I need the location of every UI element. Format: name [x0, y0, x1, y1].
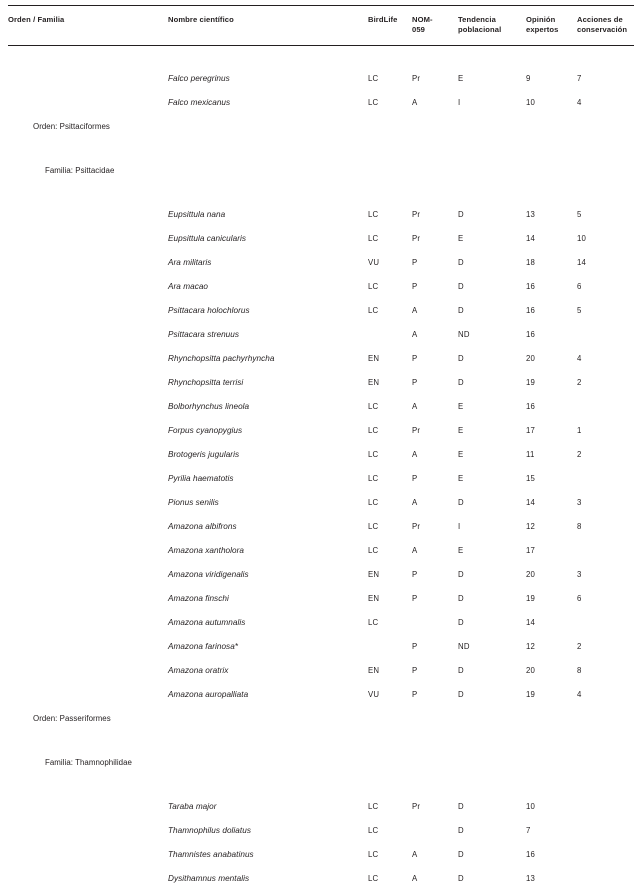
- taxon-family-row: [8, 159, 634, 183]
- species-scientific-name: Amazona oratrix: [168, 665, 229, 675]
- column-header-expert-opinion-line1: Opinión: [526, 15, 556, 24]
- table-body: [8, 46, 634, 891]
- table-spacer-row: [8, 731, 634, 751]
- nom059-status: P: [412, 258, 418, 268]
- table-row: [8, 491, 634, 515]
- column-header-taxon-label: Orden / Familia: [8, 15, 65, 24]
- population-trend: D: [458, 498, 464, 508]
- table-header: [8, 6, 634, 46]
- expert-opinion-count: 16: [526, 402, 536, 412]
- population-trend: ND: [458, 330, 470, 340]
- population-trend: E: [458, 402, 464, 412]
- birdlife-status: LC: [368, 850, 379, 860]
- population-trend: D: [458, 690, 464, 700]
- taxon-cell-empty: [8, 371, 168, 395]
- column-header-conservation-actions-line2: conservación: [577, 25, 628, 35]
- table-row: [8, 91, 634, 115]
- nom059-status: P: [412, 354, 418, 364]
- birdlife-status: VU: [368, 690, 380, 700]
- population-trend: E: [458, 74, 464, 84]
- table-row: [8, 371, 634, 395]
- expert-opinion-count: 19: [526, 594, 536, 604]
- taxon-order-row: [8, 115, 634, 139]
- species-scientific-name: Psittacara strenuus: [168, 329, 240, 339]
- conservation-actions-count: [577, 867, 634, 891]
- expert-opinion-count: 12: [526, 642, 536, 652]
- species-scientific-name: Amazona albifrons: [168, 521, 237, 531]
- population-trend: E: [458, 234, 464, 244]
- table-header-row: [8, 6, 634, 46]
- species-scientific-name: Falco peregrinus: [168, 73, 230, 83]
- taxon-cell-empty: [8, 275, 168, 299]
- birdlife-status: EN: [368, 378, 380, 388]
- taxon-cell-empty: [8, 443, 168, 467]
- table-row: [8, 563, 634, 587]
- birdlife-status: LC: [368, 98, 379, 108]
- conservation-actions-count: 10: [577, 234, 587, 244]
- table-spacer-cell: [8, 775, 634, 795]
- conservation-actions-count: 8: [577, 666, 582, 676]
- birdlife-status: [368, 323, 412, 347]
- nom059-status: A: [412, 498, 418, 508]
- column-header-birdlife-label: BirdLife: [368, 15, 398, 24]
- table-row: [8, 67, 634, 91]
- species-scientific-name: Amazona finschi: [168, 593, 229, 603]
- species-conservation-table: [8, 5, 634, 891]
- population-trend: ND: [458, 642, 470, 652]
- expert-opinion-count: 20: [526, 666, 536, 676]
- species-scientific-name: Forpus cyanopygius: [168, 425, 243, 435]
- table-spacer-cell: [8, 139, 634, 159]
- birdlife-status: VU: [368, 258, 380, 268]
- expert-opinion-count: 15: [526, 474, 536, 484]
- expert-opinion-count: 13: [526, 874, 536, 884]
- table-row: [8, 867, 634, 891]
- taxon-cell-empty: [8, 251, 168, 275]
- taxon-cell-empty: [8, 491, 168, 515]
- taxon-cell-empty: [8, 419, 168, 443]
- expert-opinion-count: 17: [526, 426, 536, 436]
- birdlife-status: LC: [368, 234, 379, 244]
- population-trend: D: [458, 258, 464, 268]
- nom059-status: Pr: [412, 522, 421, 532]
- population-trend: D: [458, 874, 464, 884]
- table-spacer-row: [8, 183, 634, 203]
- population-trend: E: [458, 474, 464, 484]
- birdlife-status: LC: [368, 522, 379, 532]
- expert-opinion-count: 20: [526, 354, 536, 364]
- taxon-cell-empty: [8, 299, 168, 323]
- taxon-cell-empty: [8, 819, 168, 843]
- column-header-population-trend-line2: poblacional: [458, 25, 502, 35]
- column-header-nom059-line1: NOM-: [412, 15, 433, 24]
- taxon-cell-empty: [8, 795, 168, 819]
- birdlife-status: LC: [368, 826, 379, 836]
- expert-opinion-count: 16: [526, 306, 536, 316]
- nom059-status: P: [412, 594, 418, 604]
- taxon-family-row: [8, 751, 634, 775]
- birdlife-status: LC: [368, 498, 379, 508]
- birdlife-status: EN: [368, 594, 380, 604]
- expert-opinion-count: 9: [526, 74, 531, 84]
- conservation-actions-count: 1: [577, 426, 582, 436]
- birdlife-status: EN: [368, 354, 380, 364]
- nom059-status: P: [412, 474, 418, 484]
- column-header-scientific-name: [168, 6, 368, 46]
- column-header-population-trend: [458, 6, 526, 46]
- species-scientific-name: Amazona farinosa*: [168, 641, 239, 651]
- species-scientific-name: Pionus senilis: [168, 497, 219, 507]
- conservation-actions-count: 4: [577, 690, 582, 700]
- conservation-actions-count: [577, 611, 634, 635]
- conservation-actions-count: 7: [577, 74, 582, 84]
- population-trend: D: [458, 306, 464, 316]
- table-row: [8, 635, 634, 659]
- population-trend: D: [458, 666, 464, 676]
- nom059-status: Pr: [412, 74, 421, 84]
- expert-opinion-count: 19: [526, 690, 536, 700]
- birdlife-status: LC: [368, 74, 379, 84]
- taxon-cell-empty: [8, 563, 168, 587]
- taxon-order-row: [8, 707, 634, 731]
- conservation-actions-count: 6: [577, 594, 582, 604]
- nom059-status: P: [412, 282, 418, 292]
- population-trend: E: [458, 546, 464, 556]
- nom059-status: A: [412, 330, 418, 340]
- conservation-actions-count: 4: [577, 98, 582, 108]
- species-scientific-name: Taraba major: [168, 801, 217, 811]
- expert-opinion-count: 16: [526, 282, 536, 292]
- table-spacer-cell: [8, 731, 634, 751]
- conservation-actions-count: [577, 843, 634, 867]
- expert-opinion-count: 20: [526, 570, 536, 580]
- table-spacer-row: [8, 46, 634, 68]
- table-spacer-cell: [8, 183, 634, 203]
- conservation-actions-count: [577, 539, 634, 563]
- table-spacer-row: [8, 775, 634, 795]
- population-trend: I: [458, 98, 461, 108]
- column-header-birdlife: [368, 6, 412, 46]
- expert-opinion-count: 10: [526, 802, 536, 812]
- population-trend: D: [458, 826, 464, 836]
- expert-opinion-count: 13: [526, 210, 536, 220]
- taxon-family-label: Familia: Thamnophilidae: [45, 758, 132, 768]
- birdlife-status: LC: [368, 402, 379, 412]
- expert-opinion-count: 18: [526, 258, 536, 268]
- taxon-cell-empty: [8, 347, 168, 371]
- nom059-status: A: [412, 850, 418, 860]
- species-scientific-name: Ara militaris: [168, 257, 212, 267]
- species-scientific-name: Rhynchopsitta terrisi: [168, 377, 244, 387]
- population-trend: D: [458, 354, 464, 364]
- conservation-actions-count: 3: [577, 498, 582, 508]
- species-scientific-name: Rhynchopsitta pachyrhyncha: [168, 353, 275, 363]
- birdlife-status: LC: [368, 282, 379, 292]
- table-row: [8, 443, 634, 467]
- conservation-actions-count: 2: [577, 642, 582, 652]
- nom059-status: Pr: [412, 802, 421, 812]
- conservation-actions-count: 2: [577, 450, 582, 460]
- conservation-actions-count: [577, 467, 634, 491]
- expert-opinion-count: 14: [526, 618, 536, 628]
- table-row: [8, 539, 634, 563]
- table-spacer-row: [8, 139, 634, 159]
- birdlife-status: LC: [368, 802, 379, 812]
- taxon-cell-empty: [8, 203, 168, 227]
- taxon-order-label: Orden: Passeriformes: [33, 714, 111, 724]
- taxon-cell-empty: [8, 867, 168, 891]
- table-row: [8, 395, 634, 419]
- expert-opinion-count: 14: [526, 498, 536, 508]
- conservation-actions-count: [577, 395, 634, 419]
- nom059-status: A: [412, 402, 418, 412]
- taxon-order-label: Orden: Psittaciformes: [33, 122, 110, 132]
- expert-opinion-count: 14: [526, 234, 536, 244]
- nom059-status: A: [412, 306, 418, 316]
- expert-opinion-count: 7: [526, 826, 531, 836]
- taxon-cell-empty: [8, 467, 168, 491]
- birdlife-status: EN: [368, 570, 380, 580]
- species-scientific-name: Brotogeris jugularis: [168, 449, 240, 459]
- expert-opinion-count: 11: [526, 450, 535, 460]
- column-header-population-trend-line1: Tendencia: [458, 15, 496, 24]
- expert-opinion-count: 12: [526, 522, 536, 532]
- birdlife-status: LC: [368, 210, 379, 220]
- species-scientific-name: Amazona autumnalis: [168, 617, 246, 627]
- table-row: [8, 659, 634, 683]
- table-row: [8, 515, 634, 539]
- nom059-status: P: [412, 666, 418, 676]
- nom059-status: Pr: [412, 210, 421, 220]
- population-trend: D: [458, 570, 464, 580]
- conservation-actions-count: [577, 323, 634, 347]
- table-row: [8, 611, 634, 635]
- nom059-status: A: [412, 546, 418, 556]
- table-row: [8, 467, 634, 491]
- birdlife-status: LC: [368, 618, 379, 628]
- table-row: [8, 323, 634, 347]
- birdlife-status: LC: [368, 426, 379, 436]
- taxon-cell-empty: [8, 323, 168, 347]
- taxon-cell-empty: [8, 635, 168, 659]
- population-trend: E: [458, 450, 464, 460]
- nom059-status: Pr: [412, 426, 421, 436]
- conservation-actions-count: 6: [577, 282, 582, 292]
- species-scientific-name: Eupsittula nana: [168, 209, 226, 219]
- nom059-status: [412, 611, 458, 635]
- table-row: [8, 203, 634, 227]
- table-row: [8, 275, 634, 299]
- nom059-status: P: [412, 642, 418, 652]
- column-header-nom059-line2: 059: [412, 25, 425, 35]
- taxon-cell-empty: [8, 843, 168, 867]
- taxon-cell-empty: [8, 227, 168, 251]
- birdlife-status: LC: [368, 874, 379, 884]
- expert-opinion-count: 10: [526, 98, 536, 108]
- birdlife-status: LC: [368, 306, 379, 316]
- nom059-status: A: [412, 874, 418, 884]
- conservation-actions-count: 3: [577, 570, 582, 580]
- population-trend: D: [458, 210, 464, 220]
- conservation-actions-count: 2: [577, 378, 582, 388]
- table-spacer-cell: [8, 46, 634, 68]
- expert-opinion-count: 19: [526, 378, 536, 388]
- conservation-actions-count: [577, 819, 634, 843]
- table-row: [8, 299, 634, 323]
- taxon-cell-empty: [8, 515, 168, 539]
- conservation-actions-count: [577, 795, 634, 819]
- conservation-actions-count: 8: [577, 522, 582, 532]
- species-scientific-name: Bolborhynchus lineola: [168, 401, 250, 411]
- population-trend: D: [458, 618, 464, 628]
- taxon-cell-empty: [8, 91, 168, 115]
- conservation-actions-count: 5: [577, 210, 582, 220]
- conservation-actions-count: 4: [577, 354, 582, 364]
- taxon-family-label: Familia: Psittacidae: [45, 166, 115, 176]
- species-scientific-name: Thamnistes anabatinus: [168, 849, 254, 859]
- birdlife-status: EN: [368, 666, 380, 676]
- taxon-cell-empty: [8, 587, 168, 611]
- nom059-status: Pr: [412, 234, 421, 244]
- species-scientific-name: Eupsittula canicularis: [168, 233, 247, 243]
- expert-opinion-count: 16: [526, 850, 536, 860]
- table-row: [8, 795, 634, 819]
- population-trend: D: [458, 378, 464, 388]
- population-trend: D: [458, 594, 464, 604]
- column-header-expert-opinion: [526, 6, 577, 46]
- taxon-cell-empty: [8, 539, 168, 563]
- birdlife-status: LC: [368, 450, 379, 460]
- column-header-nom059: [412, 6, 458, 46]
- column-header-scientific-name-label: Nombre científico: [168, 15, 234, 24]
- species-scientific-name: Amazona viridigenalis: [168, 569, 249, 579]
- taxon-cell-empty: [8, 659, 168, 683]
- species-scientific-name: Psittacara holochlorus: [168, 305, 250, 315]
- species-scientific-name: Ara macao: [168, 281, 209, 291]
- table-row: [8, 819, 634, 843]
- column-header-conservation-actions-line1: Acciones de: [577, 15, 623, 24]
- nom059-status: P: [412, 690, 418, 700]
- species-scientific-name: Amazona xantholora: [168, 545, 244, 555]
- conservation-actions-count: 5: [577, 306, 582, 316]
- species-scientific-name: Thamnophilus doliatus: [168, 825, 251, 835]
- expert-opinion-count: 17: [526, 546, 536, 556]
- column-header-taxon: [8, 6, 168, 46]
- table-row: [8, 251, 634, 275]
- taxon-cell-empty: [8, 611, 168, 635]
- population-trend: I: [458, 522, 461, 532]
- column-header-conservation-actions: [577, 6, 634, 46]
- species-scientific-name: Pyrilia haematotis: [168, 473, 234, 483]
- nom059-status: A: [412, 450, 418, 460]
- population-trend: D: [458, 802, 464, 812]
- taxon-cell-empty: [8, 683, 168, 707]
- birdlife-status: LC: [368, 474, 379, 484]
- birdlife-status: [368, 635, 412, 659]
- nom059-status: [412, 819, 458, 843]
- table-row: [8, 227, 634, 251]
- birdlife-status: LC: [368, 546, 379, 556]
- population-trend: D: [458, 850, 464, 860]
- table-row: [8, 347, 634, 371]
- column-header-expert-opinion-line2: expertos: [526, 25, 559, 35]
- taxon-cell-empty: [8, 67, 168, 91]
- species-scientific-name: Dysithamnus mentalis: [168, 873, 250, 883]
- table-row: [8, 419, 634, 443]
- conservation-actions-count: 14: [577, 258, 587, 268]
- species-scientific-name: Falco mexicanus: [168, 97, 231, 107]
- nom059-status: A: [412, 98, 418, 108]
- population-trend: E: [458, 426, 464, 436]
- taxon-cell-empty: [8, 395, 168, 419]
- table-row: [8, 587, 634, 611]
- nom059-status: P: [412, 378, 418, 388]
- population-trend: D: [458, 282, 464, 292]
- nom059-status: P: [412, 570, 418, 580]
- table-row: [8, 843, 634, 867]
- species-scientific-name: Amazona auropalliata: [168, 689, 249, 699]
- expert-opinion-count: 16: [526, 330, 536, 340]
- table-row: [8, 683, 634, 707]
